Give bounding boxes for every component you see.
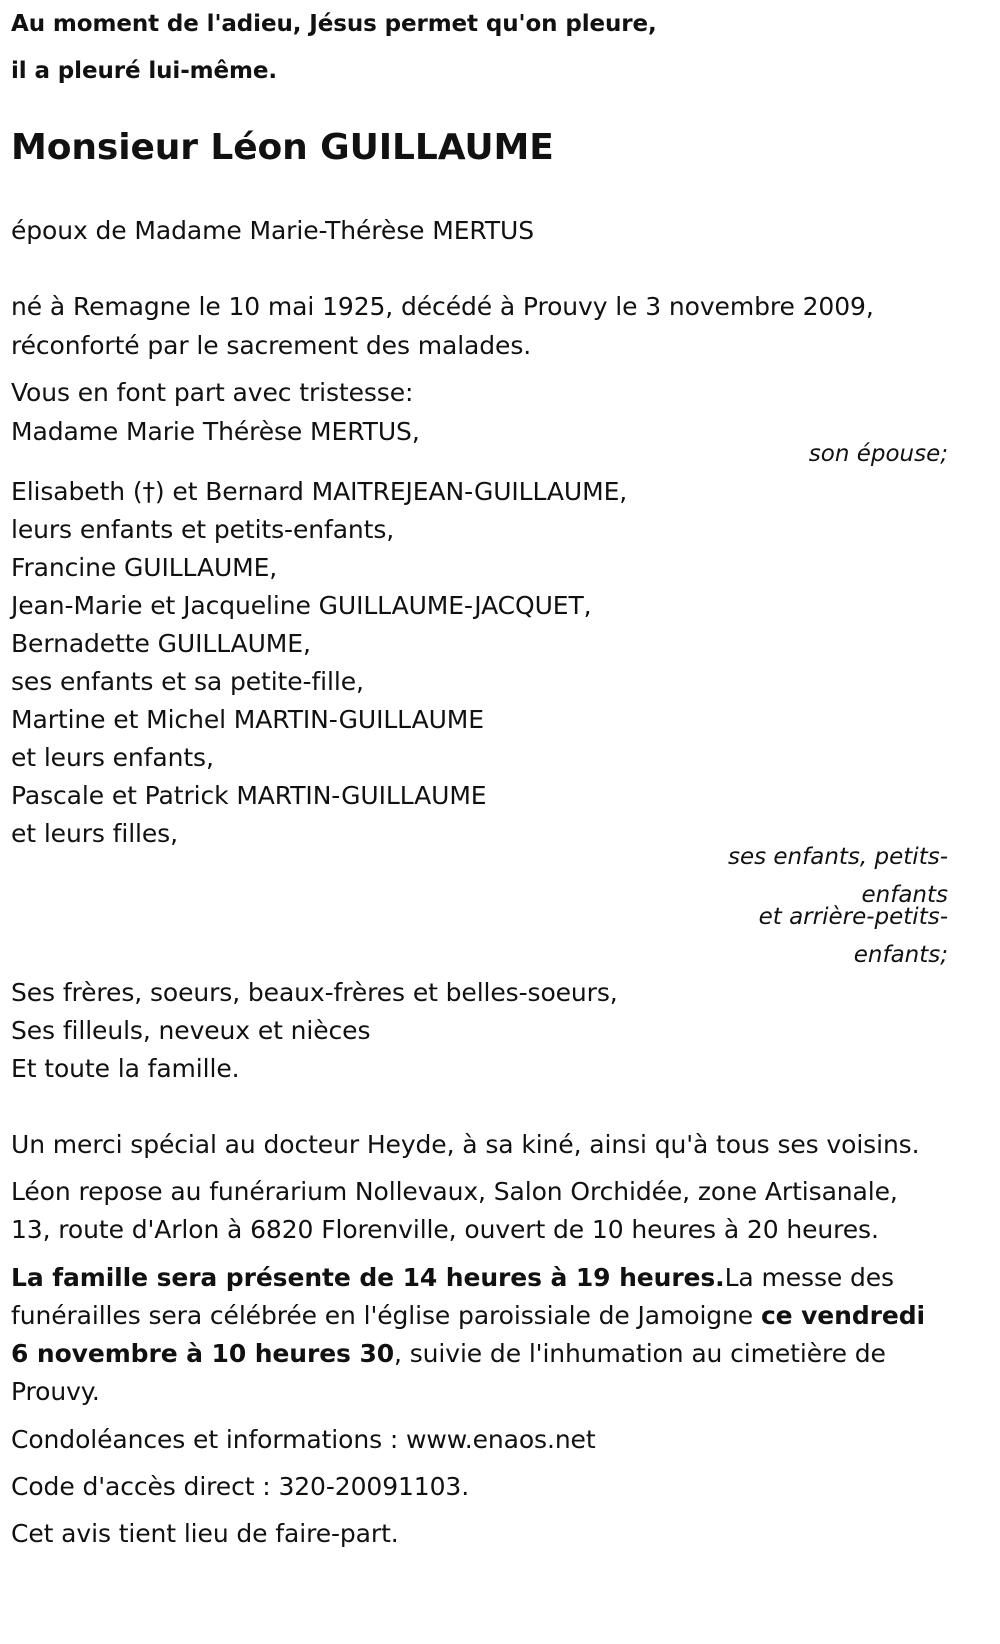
children-line: et leurs enfants, <box>11 743 214 772</box>
children-role-line: ses enfants, petits- <box>727 844 948 870</box>
repose-line-1: Léon repose au funérarium Nollevaux, Salon Orchidée, zone Artisanale, <box>11 1177 898 1206</box>
funeral-date-time: 6 novembre à 10 heures 30 <box>11 1339 395 1368</box>
children-line: Pascale et Patrick MARTIN-GUILLAUME <box>11 781 487 810</box>
quote-line-1: Au moment de l'adieu, Jésus permet qu'on pleure, <box>11 11 657 37</box>
funeral-church-text: funérailles sera célébrée en l'église paroissiale de Jamoigne <box>11 1301 761 1330</box>
funeral-day: ce vendredi <box>760 1301 926 1330</box>
children-role-line: enfants <box>861 882 948 908</box>
children-role-line: et arrière-petits- <box>758 904 948 930</box>
children-line: Francine GUILLAUME, <box>11 553 278 582</box>
birth-death-line-1: né à Remagne le 10 mai 1925, décédé à Prouvy le 3 novembre 2009, <box>11 292 874 321</box>
closing-line: Cet avis tient lieu de faire-part. <box>11 1519 399 1548</box>
children-line: leurs enfants et petits-enfants, <box>11 515 395 544</box>
thanks-line: Un merci spécial au docteur Heyde, à sa kiné, ainsi qu'à tous ses voisins. <box>11 1130 920 1159</box>
family-line: Ses frères, soeurs, beaux-frères et belles-soeurs, <box>11 978 618 1007</box>
children-line: Martine et Michel MARTIN-GUILLAUME <box>11 705 484 734</box>
children-role-line: enfants; <box>853 942 948 968</box>
widow-line: Madame Marie Thérèse MERTUS, <box>11 417 420 446</box>
funeral-line-1 <box>11 1262 894 1294</box>
birth-death-line-2: réconforté par le sacrement des malades. <box>11 331 532 360</box>
family-line: Et toute la famille. <box>11 1054 240 1083</box>
condolences-line: Condoléances et informations : www.enaos.net <box>11 1425 596 1454</box>
burial-text: , suivie de l'inhumation au cimetière de <box>394 1339 886 1368</box>
mass-intro: La messe des <box>724 1263 894 1292</box>
quote-line-2: il a pleuré lui-même. <box>11 58 278 84</box>
deceased-name: Monsieur Léon GUILLAUME <box>11 127 554 168</box>
children-line: Bernadette GUILLAUME, <box>11 629 311 658</box>
widow-role: son épouse; <box>808 441 948 467</box>
children-line: et leurs filles, <box>11 819 178 848</box>
funeral-line-3 <box>11 1338 886 1370</box>
spouse-line: époux de Madame Marie-Thérèse MERTUS <box>11 216 535 245</box>
repose-line-2: 13, route d'Arlon à 6820 Florenville, ouvert de 10 heures à 20 heures. <box>11 1215 879 1244</box>
children-line: ses enfants et sa petite-fille, <box>11 667 364 696</box>
access-code-line: Code d'accès direct : 320-20091103. <box>11 1472 470 1501</box>
presence-text: La famille sera présente de 14 heures à 19 heures. <box>11 1263 725 1292</box>
family-line: Ses filleuls, neveux et nièces <box>11 1016 371 1045</box>
children-line: Elisabeth (†) et Bernard MAITREJEAN-GUILLAUME, <box>11 477 628 506</box>
funeral-line-4: Prouvy. <box>11 1377 100 1406</box>
announcement: Vous en font part avec tristesse: <box>11 378 414 407</box>
funeral-line-2 <box>11 1300 925 1332</box>
children-line: Jean-Marie et Jacqueline GUILLAUME-JACQUET, <box>11 591 592 620</box>
